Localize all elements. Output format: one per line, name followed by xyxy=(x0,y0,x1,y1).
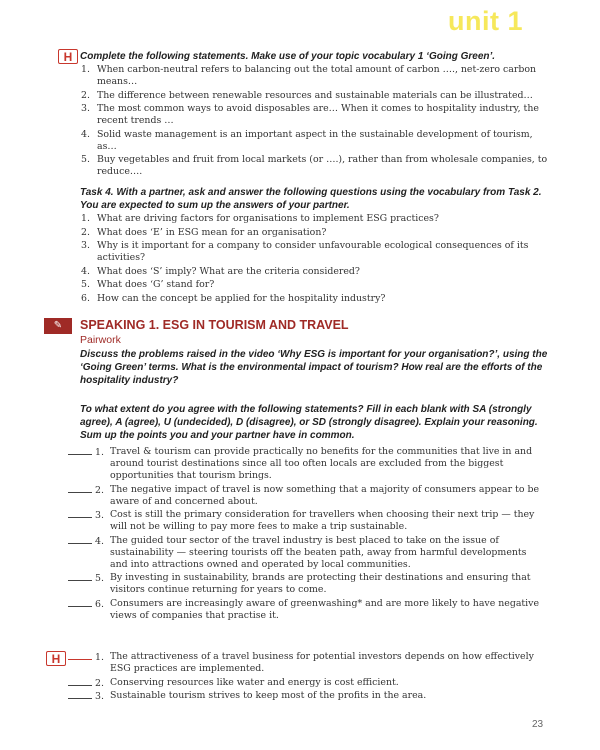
list-item xyxy=(0,240,600,264)
pencil-icon: ✎ xyxy=(44,318,72,334)
item-text: The guided tour sector of the travel industry is best placed to take on the issue of sustainability — steering tourists off the beaten path, away from harmful developments and into attractions owned and operated by local communities. xyxy=(110,534,527,570)
task3-list xyxy=(0,64,600,180)
list-item xyxy=(0,90,600,102)
list-item xyxy=(0,677,600,689)
list-item xyxy=(0,154,600,178)
item-number: 1. xyxy=(95,447,104,458)
item-text: What does ‘S’ imply? What are the criteria considered? xyxy=(97,265,360,277)
item-text: Cost is still the primary consideration for travellers when choosing their next trip — they will not be willing to pay more fees to make a trip sustainable. xyxy=(110,509,535,532)
item-number: 5. xyxy=(81,154,90,166)
list-item xyxy=(0,535,600,571)
page-number: 23 xyxy=(532,719,544,730)
statements-list xyxy=(0,446,600,623)
item-text: The negative impact of travel is now something that a majority of consumers appear to be aware of and concerned about. xyxy=(110,483,539,507)
item-text: The most common ways to avoid disposables are… When it comes to hospitality industry, the recent trends … xyxy=(97,103,539,127)
item-number: 1. xyxy=(81,213,90,224)
task4-list xyxy=(0,213,600,307)
answer-blank[interactable] xyxy=(68,446,92,455)
list-item xyxy=(0,227,600,239)
list-item xyxy=(0,446,600,482)
answer-blank[interactable] xyxy=(68,509,92,518)
section-subtitle: Pairwork xyxy=(80,334,121,346)
item-number: 5. xyxy=(81,279,90,291)
item-text: The difference between renewable resources and sustainable materials can be illustrated… xyxy=(97,89,533,101)
task3-instruction: Complete the following statements. Make use of your topic vocabulary 1 ‘Going Green’. xyxy=(80,51,496,62)
item-number: 6. xyxy=(95,598,104,610)
item-number: 4. xyxy=(95,535,104,547)
list-item xyxy=(0,293,600,305)
speaking-instruction-agree: To what extent do you agree with the following statements? Fill in each blank with SA (strongly agree), A (agree), U (undecided), D (disagree), or SD (strongly disagree). Explain your reasoning. Sum up the points you and your partner have in common. xyxy=(80,404,538,441)
task4-instruction: Task 4. With a partner, ask and answer the following questions using the vocabulary from Task 2. You are expected to sum up the answers of your partner. xyxy=(80,187,542,211)
item-number: 3. xyxy=(95,691,104,702)
h-level-icon-2: H xyxy=(46,651,66,666)
item-number: 2. xyxy=(95,484,104,496)
item-number: 4. xyxy=(81,128,90,140)
item-text: Sustainable tourism strives to keep most of the profits in the area. xyxy=(110,690,427,701)
answer-blank[interactable] xyxy=(68,651,92,660)
list-item xyxy=(0,484,600,508)
list-item xyxy=(0,690,600,702)
item-number: 1. xyxy=(95,652,104,663)
answer-blank[interactable] xyxy=(68,598,92,607)
item-number: 5. xyxy=(95,573,104,584)
answer-blank[interactable] xyxy=(68,535,92,544)
item-number: 6. xyxy=(81,292,90,304)
item-number: 3. xyxy=(95,510,104,521)
list-item xyxy=(0,598,600,622)
item-number: 4. xyxy=(81,265,90,277)
item-number: 2. xyxy=(81,226,90,238)
item-number: 2. xyxy=(95,677,104,689)
item-text: Consumers are increasingly aware of greenwashing* and are more likely to have negative views of companies that practise it. xyxy=(110,597,540,621)
item-text: Conserving resources like water and energy is cost efficient. xyxy=(110,676,399,688)
item-text: How can the concept be applied for the hospitality industry? xyxy=(97,292,386,304)
item-text: Travel & tourism can provide practically no benefits for the communities that live in and around tourist destinations since all too often locals are excluded from the biggest opportunities that tourism brings. xyxy=(110,446,533,481)
section-title: SPEAKING 1. ESG IN TOURISM AND TRAVEL xyxy=(80,318,349,332)
unit-label: unit 1 xyxy=(448,6,523,36)
item-text: What does ‘G’ stand for? xyxy=(97,279,215,291)
list-item xyxy=(0,651,600,675)
item-text: The attractiveness of a travel business for potential investors depends on how effectively ESG practices are implemented. xyxy=(110,651,534,674)
list-item xyxy=(0,509,600,533)
item-text: By investing in sustainability, brands are protecting their destinations and ensuring that visitors continue returning for years to come. xyxy=(110,572,531,595)
item-number: 3. xyxy=(81,103,90,115)
h-level-icon: H xyxy=(58,49,78,64)
list-item xyxy=(0,103,600,127)
extra-statements-list xyxy=(0,651,600,704)
answer-blank[interactable] xyxy=(68,572,92,581)
item-text: Buy vegetables and fruit from local markets (or ….), rather than from wholesale companies, to reduce…. xyxy=(97,154,548,178)
item-text: Solid waste management is an important aspect in the sustainable development of tourism, as… xyxy=(97,128,533,152)
item-number: 2. xyxy=(81,89,90,101)
item-number: 1. xyxy=(81,64,90,75)
answer-blank[interactable] xyxy=(68,484,92,493)
item-number: 3. xyxy=(81,240,90,252)
list-item xyxy=(0,266,600,278)
item-text: When carbon-neutral refers to balancing out the total amount of carbon …., net-zero carbon means… xyxy=(97,64,537,87)
list-item xyxy=(0,572,600,596)
item-text: What are driving factors for organisations to implement ESG practices? xyxy=(97,213,439,224)
answer-blank[interactable] xyxy=(68,677,92,686)
list-item xyxy=(0,213,600,225)
list-item xyxy=(0,279,600,291)
answer-blank[interactable] xyxy=(68,690,92,699)
item-text: Why is it important for a company to consider unfavourable ecological consequences of its activities? xyxy=(97,240,529,264)
list-item xyxy=(0,64,600,88)
speaking-instruction-discuss: Discuss the problems raised in the video ‘Why ESG is important for your organisation?’, using the ‘Going Green’ terms. What is the environmental impact of tourism? How real are the efforts of the hospitality industry? xyxy=(80,349,548,386)
list-item xyxy=(0,129,600,153)
item-text: What does ‘E’ in ESG mean for an organisation? xyxy=(97,226,327,238)
